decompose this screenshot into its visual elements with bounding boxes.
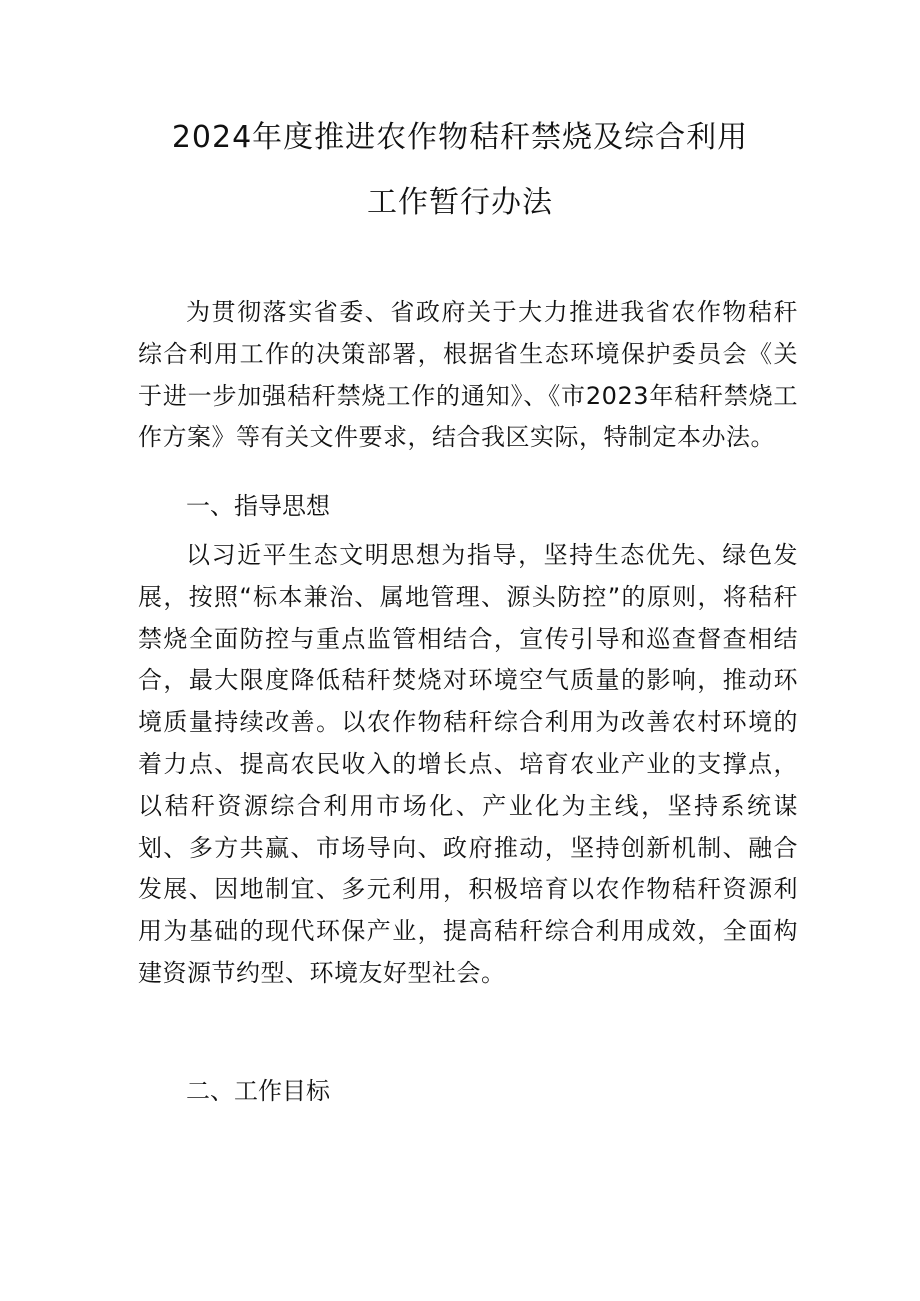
section-heading-guiding-ideology: 一、指导思想 [186,492,330,520]
guiding-paragraph-block [138,535,798,995]
document-title-line-2: 工作暂行办法 [367,185,553,220]
intro-paragraph-block [138,292,798,459]
intro-paragraph: 为贯彻落实省委、省政府关于大力推进我省农作物秸秆综合利用工作的决策部署，根据省生态环境保护委员会《关于进一步加强秸秆禁烧工作的通知》、《市2023年秸秆禁烧工作方案》等有关文件要求，结合我区实际，特制定本办法。 [138,298,798,452]
guiding-paragraph: 以习近平生态文明思想为指导，坚持生态优先、绿色发展，按照“标本兼治、属地管理、源头防控”的原则，将秸秆禁烧全面防控与重点监管相结合，宣传引导和巡查督查相结合，最大限度降低秸秆焚烧对环境空气质量的影响，推动环境质量持续改善。以农作物秸秆综合利用为改善农村环境的着力点、提高农民收入的增长点、培育农业产业的支撑点，以秸秆资源综合利用市场化、产业化为主线，坚持系统谋划、多方共赢、市场导向、政府推动，坚持创新机制、融合发展、因地制宜、多元利用，积极培育以农作物秸秆资源利用为基础的现代环保产业，提高秸秆综合利用成效，全面构建资源节约型、环境友好型社会。 [138,541,798,987]
section-heading-work-objectives: 二、工作目标 [186,1077,330,1105]
document-title-line-1: 2024年度推进农作物秸秆禁烧及综合利用 [171,120,749,155]
